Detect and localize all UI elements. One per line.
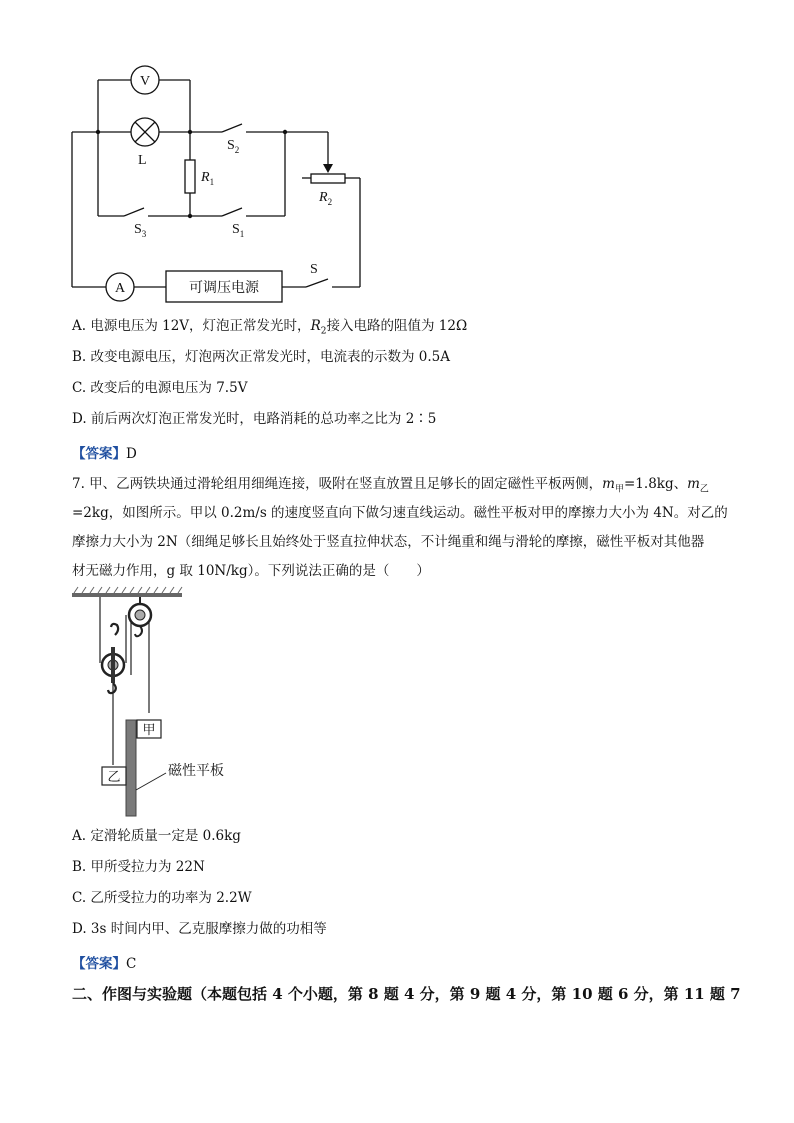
power-supply-label: 可调压电源 [189, 280, 259, 296]
svg-text:V: V [139, 74, 151, 89]
s3-label: $S_3$ [134, 222, 147, 239]
pulley-diagram [60, 585, 320, 825]
q7-stem-line-2: =2kg，如图所示。甲以 0.2m/s 的速度竖直向下做匀速直线运动。磁性平板对甲的摩擦力大小为 4N。对乙的 [72, 505, 728, 521]
q6-option-d: D. 前后两次灯泡正常发光时，电路消耗的总功率之比为 2∶5 [72, 411, 437, 427]
s1-label: $S_1$ [232, 222, 245, 239]
fixed-pulley-icon [129, 597, 151, 636]
q7-option-b: B. 甲所受拉力为 22N [72, 859, 205, 875]
q7-stem-line-4: 材无磁力作用，g 取 10N/kg）。下列说法正确的是（ ） [72, 563, 430, 579]
lamp-icon [131, 118, 159, 146]
block-jia-label: 甲 [142, 723, 156, 738]
voltmeter-icon [131, 66, 159, 94]
q6-option-c: C. 改变后的电源电压为 7.5V [72, 380, 248, 396]
lamp-label: L [138, 153, 147, 168]
r1-resistor-icon [185, 160, 195, 193]
q6-option-b: B. 改变电源电压，灯泡两次正常发光时，电流表的示数为 0.5A [72, 349, 451, 365]
block-yi-label: 乙 [107, 770, 121, 785]
section-2-heading: 二、作图与实验题（本题包括 4 个小题，第 8 题 4 分，第 9 题 4 分，第 10 题 6 分，第 11 题 7 [72, 985, 741, 1003]
s2-label: $S_2$ [227, 138, 240, 155]
q6-answer: 【答案】D [72, 446, 137, 462]
q7-stem-line-3: 摩擦力大小为 2N（细绳足够长且始终处于竖直拉伸状态，不计绳重和绳与滑轮的摩擦，磁性平板对其他器 [72, 534, 705, 550]
r1-label: $R_1$ [201, 170, 215, 187]
circuit-diagram [0, 0, 794, 310]
q7-answer: 【答案】C [72, 956, 137, 972]
board-label: 磁性平板 [168, 763, 224, 779]
q6-option-a: A. 电源电压为 12V，灯泡正常发光时，$R_2$接入电路的阻值为 12Ω [72, 318, 468, 337]
q7-option-c: C. 乙所受拉力的功率为 2.2W [72, 890, 252, 906]
magnetic-board [126, 720, 136, 816]
q7-stem-line-1: 7. 甲、乙两铁块通过滑轮组用细绳连接，吸附在竖直放置且足够长的固定磁性平板两侧，$m_甲=1.8kg$、$m_乙$ [72, 476, 709, 495]
q7-option-a: A. 定滑轮质量一定是 0.6kg [72, 828, 241, 844]
ammeter-icon [106, 273, 134, 301]
s-label: S [310, 262, 318, 277]
r2-rheostat-icon [311, 174, 345, 183]
slider-arrow-icon [323, 164, 333, 173]
r2-label: $R_2$ [319, 190, 333, 207]
q7-option-d: D. 3s 时间内甲、乙克服摩擦力做的功相等 [72, 921, 327, 937]
svg-text:A: A [114, 281, 126, 296]
